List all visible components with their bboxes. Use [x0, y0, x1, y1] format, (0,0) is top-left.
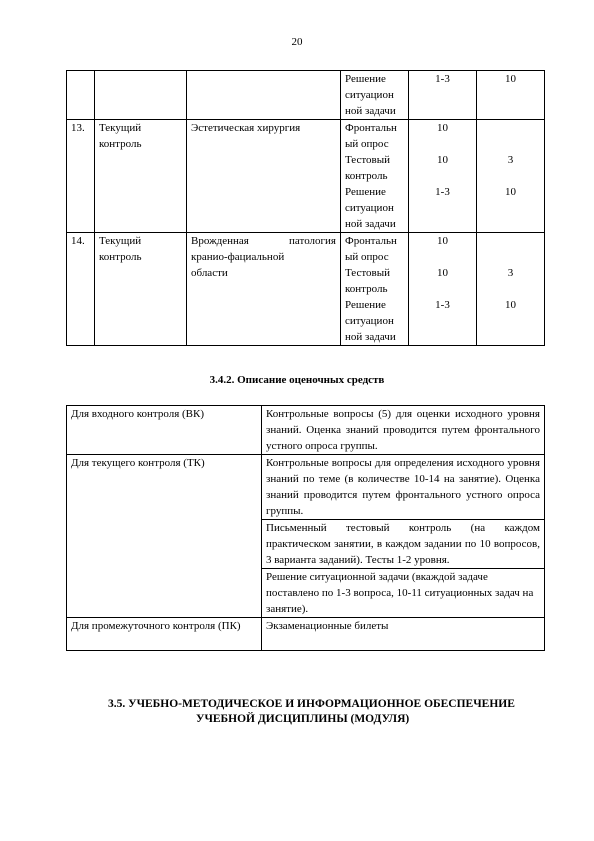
- control-type-line: Текущий: [99, 235, 142, 247]
- control-type-line: Текущий: [99, 122, 142, 134]
- questions-count-cell: [409, 120, 477, 233]
- section-heading-3-5: [108, 697, 548, 727]
- heading-line: УЧЕБНОЙ ДИСЦИПЛИНЫ (МОДУЛЯ): [196, 713, 410, 725]
- assessment-form-cell: [341, 233, 409, 346]
- row-number: 13.: [67, 120, 95, 233]
- form-line: Фронтальн: [345, 235, 397, 247]
- control-type-line: контроль: [99, 251, 142, 263]
- topic-line: области: [191, 267, 228, 279]
- topic-cell: [187, 233, 341, 346]
- form-line: Решение: [345, 73, 386, 85]
- questions-count: 1-3: [435, 299, 450, 311]
- form-line: ной задачи: [345, 105, 396, 117]
- assessment-tools-table: [66, 405, 545, 651]
- form-line: контроль: [345, 170, 388, 182]
- variants-count: 3: [507, 154, 514, 166]
- topic-line: Врожденная патология: [191, 235, 336, 247]
- assessment-schedule-table: [66, 70, 545, 346]
- table-row: [67, 233, 545, 346]
- form-line: ый опрос: [345, 251, 389, 263]
- control-label-cell: Для текущего контроля (ТК): [67, 455, 262, 618]
- questions-count-cell: [409, 71, 477, 120]
- topic-cell: Эстетическая хирургия: [187, 120, 341, 233]
- form-line: ситуацион: [345, 315, 394, 327]
- table-cell: [67, 71, 95, 120]
- page-number: 20: [291, 36, 303, 48]
- questions-count: 10: [437, 122, 448, 134]
- tool-description-cell: Письменный тестовый контроль (на каждом практическом занятии, в каждом задании по 10 вопросов, 3 варианта заданий). Тесты 1-2 уровня.: [262, 520, 545, 569]
- control-type-line: контроль: [99, 138, 142, 150]
- form-line: Фронтальн: [345, 122, 397, 134]
- control-label-cell: Для промежуточного контроля (ПК): [67, 618, 262, 651]
- variants-count-cell: [477, 120, 545, 233]
- control-type-cell: [95, 120, 187, 233]
- questions-count: 10: [437, 267, 448, 279]
- form-line: Решение: [345, 186, 386, 198]
- table-cell: [187, 71, 341, 120]
- variants-count: 10: [505, 299, 516, 311]
- questions-count: 1-3: [435, 73, 450, 85]
- questions-count: 10: [437, 154, 448, 166]
- form-line: ситуацион: [345, 89, 394, 101]
- variants-count: 10: [505, 186, 516, 198]
- tool-description-cell: Контрольные вопросы (5) для оценки исходного уровня знаний. Оценка знаний проводится путем фронтального устного опроса группы.: [262, 406, 545, 455]
- tool-description-cell: Контрольные вопросы для определения исходного уровня знаний по теме (в количестве 10-14 на занятие). Оценка знаний проводится путем фронтального устного опроса группы.: [262, 455, 545, 520]
- questions-count: 10: [437, 235, 448, 247]
- tool-description-cell: Экзаменационные билеты: [262, 618, 545, 651]
- tool-description-cell: Решение ситуационной задачи (вкаждой задаче поставлено по 1-3 вопроса, 10-11 ситуационных задач на занятие).: [262, 569, 545, 618]
- table-row: [67, 455, 545, 520]
- form-line: ной задачи: [345, 331, 396, 343]
- form-line: Решение: [345, 299, 386, 311]
- topic-line: кранио-фациальной: [191, 251, 285, 263]
- table-row: [67, 71, 545, 120]
- control-type-cell: [95, 233, 187, 346]
- questions-count-cell: [409, 233, 477, 346]
- form-line: ый опрос: [345, 138, 389, 150]
- section-heading-3-4-2: 3.4.2. Описание оценочных средств: [209, 374, 385, 386]
- form-line: Тестовый: [345, 154, 390, 166]
- assessment-form-cell: [341, 120, 409, 233]
- table-cell: [95, 71, 187, 120]
- row-number: 14.: [67, 233, 95, 346]
- form-line: ситуацион: [345, 202, 394, 214]
- table-row: [67, 406, 545, 455]
- variants-count-cell: [477, 71, 545, 120]
- questions-count: 1-3: [435, 186, 450, 198]
- variants-count: 3: [507, 267, 514, 279]
- heading-line: 3.5. УЧЕБНО-МЕТОДИЧЕСКОЕ И ИНФОРМАЦИОННОЕ ОБЕСПЕЧЕНИЕ: [108, 698, 515, 710]
- variants-count-cell: [477, 233, 545, 346]
- form-line: ной задачи: [345, 218, 396, 230]
- control-label-cell: Для входного контроля (ВК): [67, 406, 262, 455]
- variants-count: 10: [505, 73, 516, 85]
- form-line: контроль: [345, 283, 388, 295]
- assessment-form-cell: [341, 71, 409, 120]
- table-row: [67, 120, 545, 233]
- form-line: Тестовый: [345, 267, 390, 279]
- table-row: [67, 618, 545, 651]
